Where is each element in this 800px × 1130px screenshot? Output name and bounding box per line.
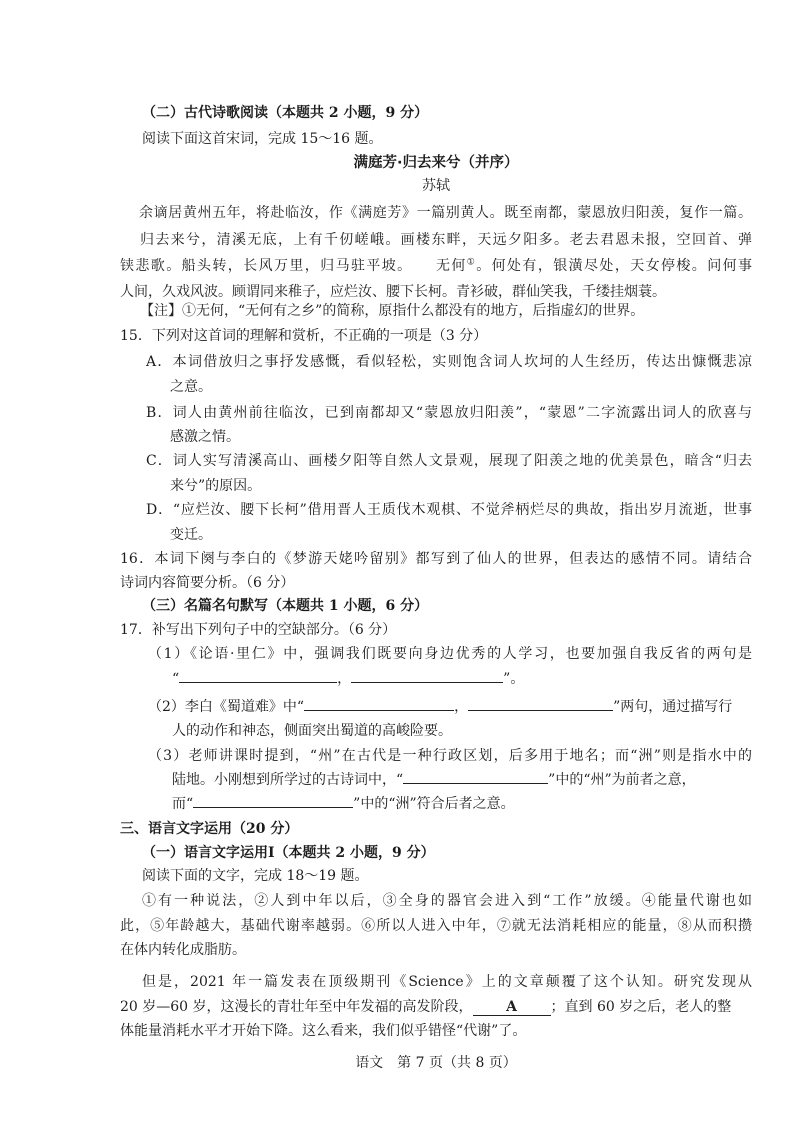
q17-item3-line (172, 768, 696, 792)
poem-line (120, 254, 752, 278)
q17-item1-line: （1）《论语·里仁》中，强调我们既要向身边优秀的人学习，也要加强自我反省的两句是 (148, 646, 752, 662)
option-a-line: A．本词借放归之事抒发感慨，看似轻松，实则饱含词人坎坷的人生经历，传达出慷慨悲凉 (146, 354, 752, 370)
option-b-line: B．词人由黄州前往临汝，已到南都却又“蒙恩放归阳羡”，“蒙恩”二字流露出词人的欣喜与 (146, 405, 752, 421)
option-d-line: 变迁。 (170, 527, 212, 543)
q17-item2-line: 人的动作和神态，侧面突出蜀道的高峻险要。 (172, 723, 452, 739)
poem-footnote: 【注】①无何，“无何有之乡”的简称，原指什么都没有的地方，后指虚幻的世界。 (140, 303, 645, 319)
footnote-marker: ① (466, 257, 477, 268)
question-16-line: 16．本词下阕与李白的《梦游天姥吟留别》都写到了仙人的世界，但表达的感情不同。请结合 (120, 551, 752, 567)
question-17-stem: 17．补写出下列句子中的空缺部分。（6 分） (120, 622, 397, 638)
option-c-line: C．词人实写清溪高山、画楼夕阳等自然人文景观，展现了阳羡之地的优美景色，暗含“归去 (146, 453, 752, 469)
fill-blank (468, 695, 613, 711)
text-segment: 20 岁—60 岁，这漫长的青壮年至中年发福的高发阶段， (120, 999, 473, 1015)
fill-blank (403, 768, 548, 784)
passage-line: 在体内转化成脂肪。 (120, 942, 246, 958)
fill-blank (351, 667, 503, 683)
section-title-language: 三、语言文字运用（20 分） (120, 821, 299, 837)
q17-item3-line (172, 792, 515, 816)
text-segment: “ (172, 671, 180, 687)
page-footer: 语文 第 7 页（共 8 页） (355, 1055, 517, 1071)
passage-line: ①有一种说法，②人到中年以后，③全身的器官会进入到“工作”放缓。④能量代谢也如 (142, 893, 752, 909)
section-subheader-language: （一）语言文字运用Ⅰ（本题共 2 小题，9 分） (142, 845, 435, 861)
poem-line-segment: 。何处有，银潢尽处，天女停梭。问何事 (476, 258, 753, 274)
option-b-line: 感激之情。 (170, 429, 240, 445)
passage-line: 体能量消耗水平才开始下降。这么看来，我们似乎错怪“代谢”了。 (120, 1023, 527, 1039)
passage-line (120, 995, 731, 1019)
text-segment: ”中的“州”为前者之意， (548, 772, 696, 788)
text-segment: 而“ (172, 796, 194, 812)
poem-line-segment: 无何 (434, 258, 467, 274)
fill-blank (179, 667, 337, 683)
text-segment: （2）李白《蜀道难》中“ (148, 699, 305, 715)
poem-line: 人间，久戏风波。顾谓同来稚子，应烂汝、腰下长柯。青衫破，群仙笑我，千缕挂烟蓑。 (120, 284, 666, 300)
q17-item1-line (172, 667, 524, 691)
poem-title: 满庭芳·归去来兮（并序） (353, 155, 519, 171)
text-segment: ”中的“洲”符合后者之意。 (353, 796, 515, 812)
passage-line: 此，⑤年龄越大，基础代谢率越弱。⑥所以人进入中年，⑦就无法消耗相应的能量，⑧从而积攒 (120, 918, 752, 934)
option-c-line: 来兮”的原因。 (170, 478, 262, 494)
fill-blank-a: A (473, 1000, 551, 1016)
text-segment: ”。 (503, 671, 525, 687)
passage-line: 但是，2021 年一篇发表在顶级期刊《Science》上的文章颠覆了这个认知。研究发现从 (142, 974, 752, 990)
text-segment: 陆地。小刚想到所学过的古诗词中，“ (172, 772, 404, 788)
poem-preface: 余谪居黄州五年，将赴临汝，作《满庭芳》一篇别黄人。既至南都，蒙恩放归阳羡，复作一篇。 (139, 205, 752, 221)
option-d-line: D．“应烂汝、腰下长柯”借用晋人王质伐木观棋、不觉斧柄烂尽的典故，指出岁月流逝，世事 (146, 502, 752, 518)
poem-line-segment: 铗悲歌。船头转，长风万里，归马驻平坡。 (120, 258, 413, 274)
text-segment: ”两句，通过描写行 (613, 699, 733, 715)
fill-blank (304, 695, 454, 711)
section-header-poetry: （二）古代诗歌阅读（本题共 2 小题，9 分） (142, 105, 429, 121)
text-segment: ， (454, 699, 469, 715)
question-15-stem: 15．下列对这首词的理解和赏析，不正确的一项是（3 分） (120, 328, 488, 344)
text-segment: ；直到 60 岁之后，老人的整 (550, 999, 732, 1015)
question-16-line: 诗词内容简要分析。（6 分） (120, 575, 295, 591)
poem-author: 苏轼 (422, 178, 450, 194)
fill-blank (193, 792, 353, 808)
q17-item2-line (148, 695, 732, 719)
section-header-dictation: （三）名篇名句默写（本题共 1 小题，6 分） (142, 598, 429, 614)
poem-line: 归去来兮，清溪无底，上有千仞嵯峨。画楼东畔，天远夕阳多。老去君恩未报，空回首、弹 (140, 232, 752, 248)
poetry-instruction: 阅读下面这首宋词，完成 15～16 题。 (142, 131, 383, 147)
language-instruction: 阅读下面的文字，完成 18～19 题。 (142, 868, 369, 884)
option-a-line: 之意。 (170, 379, 212, 395)
text-segment: ， (337, 671, 352, 687)
q17-item3-line: （3）老师讲课时提到，“州”在古代是一种行政区划，后多用于地名；而“洲”则是指水中的 (148, 748, 752, 764)
